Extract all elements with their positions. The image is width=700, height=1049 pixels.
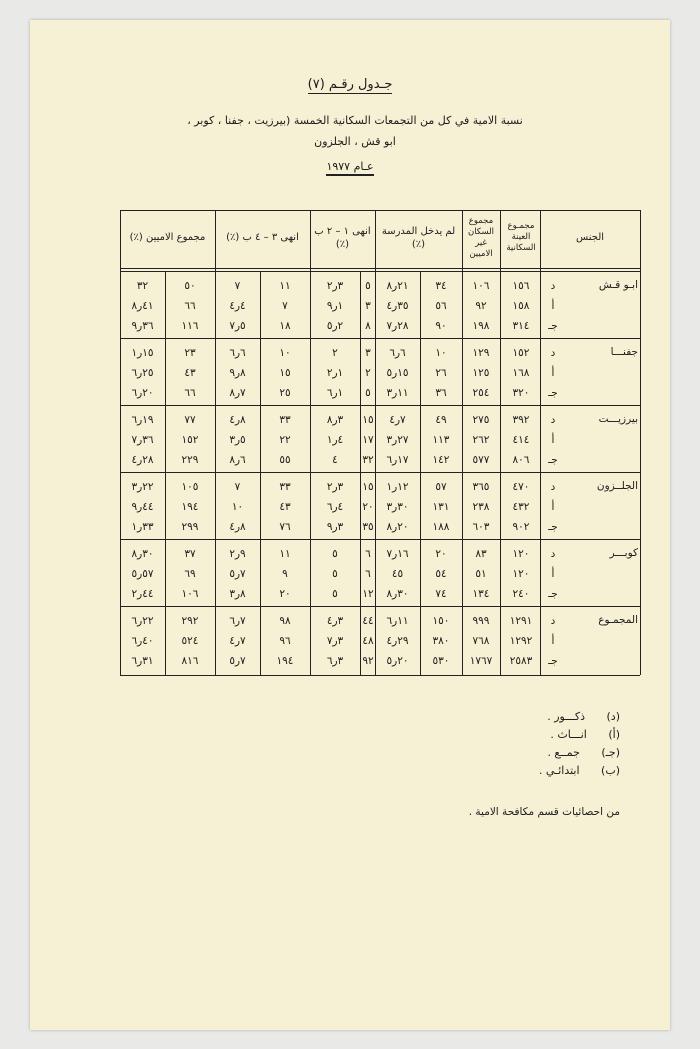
table-cell: ١٢٠ [512,568,530,580]
table-cell: ٧ [234,481,241,493]
table-cell: ١٣١ [432,501,450,513]
table-cell: ١٤٢ [432,454,450,466]
table-cell: ٩٢ [362,655,374,667]
legend-key: (أ) [608,728,620,741]
table-cell: ٢٢ر٣ [131,481,154,493]
table-cell: ٢٦ [435,367,447,379]
sex-code: د [550,347,556,359]
table-cell: ٢٠ [279,588,291,600]
sex-code: د [550,548,556,560]
table-cell: ٢٥ر٦ [131,367,154,379]
table-cell: ٤٣٢ [512,501,530,513]
table-cell: ٣٦ر٧ [131,434,154,446]
table-cell: ١ر٩ [326,300,344,312]
table-cell: ٨ر٩ [229,367,246,379]
table-cell: ١٢٩ [472,347,490,359]
table-cell: ٢٣٨ [472,501,490,513]
table-column-rule [360,271,361,675]
header-grades-1-2: انهى ١ – ٢ ب (٪) [314,225,371,250]
table-cell: ٣٦ر٩ [131,320,154,332]
table-cell: ٢٨ر٧ [386,320,409,332]
table-cell: ٣١ر٦ [131,655,154,667]
sex-code: أ [551,501,555,513]
table-cell: ٨١٦ [181,655,199,667]
table-cell: ١٧٦٧ [469,655,493,667]
table-cell: ٩٩٩ [472,615,490,627]
table-cell: ٥ [332,568,338,580]
table-cell: ٣٢ [362,454,374,466]
table-cell: ٢٨ر٤ [131,454,154,466]
table-column-rule [420,271,421,675]
sex-code: أ [551,300,555,312]
legend-text: انـــاث . [550,728,591,741]
table-cell: ٣ر٤ [326,615,344,627]
table-cell: ٣٠ر٨ [131,548,154,560]
table-cell: ٢٤٠ [512,588,530,600]
table-cell: ١٥٦ [512,280,530,292]
table-cell: ٦٠٣ [472,521,490,533]
sex-code: جـ [548,320,558,332]
sex-code: جـ [548,521,558,533]
table-cell: ٨ [365,320,371,332]
table-cell: ١٢٩٢ [509,635,533,647]
table-cell: ٢١ر٨ [386,280,409,292]
literacy-table [120,210,640,675]
table-cell: ٣٩٢ [512,414,530,426]
table-cell: ٤٩ [435,414,447,426]
header-grades-3-4: انهى ٣ – ٤ ب (٪) [226,232,299,243]
table-cell: ١٠ [231,501,244,513]
table-cell: ٥٤ [435,568,447,580]
table-rule [120,268,640,269]
sex-code: د [550,481,556,493]
table-cell: ٢٥ [279,387,291,399]
table-cell: ٥٢٤ [181,635,199,647]
table-cell: ٧٤ [435,588,447,600]
table-cell: ٥ [365,280,371,292]
table-cell: ٢٧٥ [472,414,490,426]
table-cell: ٩٨ [279,615,291,627]
table-cell: ١٠٦ [472,280,490,292]
table-cell: ٤٣ [279,501,291,513]
legend-text: جمــع . [547,746,584,759]
table-cell: ٤ر٦ [326,501,344,513]
table-cell: ١٥٢ [181,434,199,446]
table-cell: ٧ر٥ [229,655,246,667]
sex-code: د [550,615,556,627]
table-cell: ٨ر٣ [229,588,246,600]
table-cell: ٣ر٧ [326,635,344,647]
table-cell: ٤١ر٨ [131,300,154,312]
region-label: بيرزيـــت [598,413,638,425]
table-cell: ٥ [332,588,338,600]
table-cell: ٨ر٤ [229,414,246,426]
table-cell: ٣٦٥ [472,481,490,493]
sex-code: أ [551,635,555,647]
legend-item [480,726,620,744]
table-cell: ٣٢٠ [512,387,530,399]
table-cell: ٣٥ر٤ [386,300,409,312]
table-cell: ٢٣ [184,347,196,359]
table-cell: ٢٠ر٨ [386,521,409,533]
table-cell: ٧ر٦ [229,615,246,627]
table-cell: ٥٧ [435,481,447,493]
table-cell: ٦ر٨ [229,454,246,466]
table-cell: ٧ [234,280,241,292]
table-cell: ١٥ [279,367,291,379]
table-cell: ٢٢ر٦ [131,615,154,627]
table-cell: ١٥ر١ [131,347,154,359]
table-cell: ١٢٠ [512,548,530,560]
table-cell: ٥٣٠ [432,655,450,667]
table-cell: ٤٠ر٦ [131,635,154,647]
legend-key: (جـ) [601,746,620,759]
legend-item [480,708,620,726]
table-cell: ٥ [332,548,338,560]
table-cell: ١٩ر٦ [131,414,154,426]
table-cell: ١٥٠ [432,615,450,627]
table-column-rule [640,210,641,675]
table-cell: ٩٠٢ [512,521,530,533]
table-cell: ٥٧ر٥ [131,568,154,580]
sex-code: د [550,280,556,292]
region-label: ابـو قـش [598,279,638,291]
sex-code: د [550,414,556,426]
table-cell: ١٢٩١ [509,615,533,627]
table-cell: ٣ر٦ [326,655,344,667]
table-cell: ١٥٨ [512,300,530,312]
table-cell: ٤١٤ [512,434,530,446]
table-rule [120,271,640,272]
table-title: جـدول رقـم (٧) [307,77,393,92]
table-cell: ٦ر٦ [389,347,406,359]
table-cell: ٢٠ [362,501,374,513]
table-cell: ٥ [365,387,371,399]
table-cell: ٣ر٩ [326,521,344,533]
table-cell: ٢ر٥ [326,320,344,332]
table-cell: ٤٤ [362,615,374,627]
legend-text: ذكـــور . [547,710,589,723]
table-cell: ١٣٤ [472,588,490,600]
table-cell: ٥١ [475,568,487,580]
table-cell: ٤ [332,454,338,466]
table-cell: ٢٠ر٦ [131,387,154,399]
table-year: عـام ١٩٧٧ [30,160,670,173]
table-cell: ١١٣ [432,434,450,446]
table-cell: ١٧ر٦ [386,454,409,466]
table-cell: ٤ر١ [326,434,344,446]
table-cell: ٨٣ [475,548,487,560]
table-cell: ١٢٥ [472,367,490,379]
legend-item [480,762,620,780]
header-no-school: لم يدخل المدرسة (٪) [381,225,456,250]
table-cell: ٣٣ [279,414,291,426]
table-cell: ٥ر٣ [229,434,246,446]
table-cell: ٨ر٤ [229,521,246,533]
table-column-rule [165,271,166,675]
header-total-illiterate: مجموع الاميين (٪) [129,232,206,243]
table-cell: ٦٦ [184,300,196,312]
table-rule [120,405,640,406]
table-cell: ١ر٢ [326,367,344,379]
table-cell: ١٢ [362,588,374,600]
table-cell: ١٠٥ [181,481,199,493]
table-cell: ٧ [282,300,288,312]
table-cell: ٧ر٨ [229,387,246,399]
region-label: كوبـــر [609,547,638,559]
table-cell: ١ر٦ [326,387,344,399]
legend-key: (ب) [601,764,620,777]
table-cell: ٧ر٤ [229,635,246,647]
table-cell: ٣ر٨ [326,414,344,426]
sex-code: جـ [548,655,558,667]
table-cell: ٤٨ [362,635,374,647]
table-cell: ٢٢ [279,434,291,446]
table-cell: ٧٦ [279,521,291,533]
table-cell: ٢٧ر٣ [386,434,409,446]
sex-code: جـ [548,387,558,399]
table-cell: ١٥ [362,481,374,493]
table-cell: ١١٦ [181,320,199,332]
legend-key: (د) [606,710,620,723]
table-cell: ٢٢٩ [181,454,199,466]
table-cell: ١٠ [435,347,447,359]
table-rule [120,338,640,339]
table-cell: ٤٥ [391,568,404,580]
table-cell: ٢٥٨٣ [509,655,533,667]
table-cell: ٥٠ [184,280,196,292]
table-cell: ٩ر٢ [229,548,246,560]
sex-code: جـ [548,454,558,466]
table-cell: ٧٧ [184,414,196,426]
header-sample: مجمـوع العينة السكانية [506,221,536,253]
table-cell: ٣٧ [184,548,196,560]
table-cell: ١١ر٦ [386,615,409,627]
document-sheet [30,20,670,1030]
table-cell: ٣٥ [362,521,374,533]
table-cell: ١١ر٣ [386,387,409,399]
table-cell: ٧ر٤ [389,414,406,426]
table-cell: ٧٦٨ [472,635,490,647]
table-cell: ٥٥ [279,454,291,466]
table-cell: ١٨ [279,320,291,332]
table-cell: ١٥ [362,414,374,426]
table-cell: ٣٣ر١ [131,521,154,533]
header-population: مجموع السكان غير الاميين [467,215,495,259]
table-cell: ٦ [365,548,371,560]
table-cell: ٣٨٠ [432,635,450,647]
table-cell: ٢ [332,347,338,359]
table-cell: ٣٠ر٨ [386,588,409,600]
table-cell: ٦٩ [184,568,196,580]
table-cell: ٨٠٦ [512,454,530,466]
table-cell: ١١ [279,548,291,560]
header-sex: الجنس [575,232,605,243]
table-cell: ١٠٦ [181,588,199,600]
table-cell: ١٩٤ [181,501,199,513]
table-cell: ٤٧٠ [512,481,530,493]
table-cell: ٢ [365,367,371,379]
table-cell: ٥٦ [435,300,447,312]
table-cell: ٤٤ر٢ [131,588,154,600]
legend [480,708,620,780]
sex-code: أ [551,568,555,580]
table-cell: ٥ر٧ [229,320,246,332]
table-cell: ٣ر٢ [326,481,344,493]
table-cell: ١١ [279,280,291,292]
region-label: جفنـــا [610,346,638,358]
table-cell: ٦٦ [184,387,196,399]
table-cell: ٢٩٩ [181,521,199,533]
sex-code: أ [551,434,555,446]
table-cell: ٢٠ر٥ [386,655,409,667]
table-cell: ٣٠ر٣ [386,501,409,513]
table-cell: ١٩٨ [472,320,490,332]
table-cell: ١٥٢ [512,347,530,359]
table-cell: ٤٣ [184,367,196,379]
table-rule [120,539,640,540]
table-rule [120,606,640,607]
table-subtitle: نسبة الامية في كل من التجمعات السكانية الخمسة (بيرزيت ، جفنا ، كوبر ، ابو قش ، الجلزون [187,114,523,148]
table-cell: ٣٦ [435,387,447,399]
table-cell: ٣٣ [279,481,291,493]
table-cell: ١٦ر٧ [386,548,409,560]
table-cell: ١٠ [279,347,291,359]
table-cell: ٢٩ر٤ [386,635,409,647]
legend-text: ابتدائـي . [538,764,584,777]
table-cell: ٩ [282,568,288,580]
table-cell: ٩٠ [435,320,447,332]
table-cell: ٤٤ر٩ [131,501,154,513]
table-cell: ١٧ [362,434,374,446]
table-cell: ٣٤ [435,280,447,292]
table-cell: ٦ [365,568,371,580]
table-cell: ٣ [365,300,371,312]
table-cell: ٩٢ [475,300,487,312]
table-column-rule [260,271,261,675]
table-cell: ٩٦ [279,635,291,647]
table-cell: ١٦٨ [512,367,530,379]
table-cell: ٢٦٢ [472,434,490,446]
table-cell: ٢٩٢ [181,615,199,627]
sex-code: جـ [548,588,558,600]
source-note: من احصائيات قسم مكافحة الامية . [468,806,620,818]
table-rule [120,472,640,473]
legend-item [480,744,620,762]
table-cell: ٣٢ [136,280,149,292]
region-label: الجلــزون [596,480,638,492]
table-cell: ٢٠ [435,548,447,560]
table-cell: ٦ر٦ [229,347,246,359]
region-label: المجمـوع [598,614,638,626]
table-cell: ٣ [365,347,371,359]
table-cell: ١٨٨ [432,521,450,533]
sex-code: أ [551,367,555,379]
table-rule [120,675,640,676]
table-cell: ٤ر٤ [229,300,246,312]
table-cell: ٣١٤ [512,320,530,332]
table-cell: ١٢ر١ [386,481,409,493]
table-cell: ٧ر٥ [229,568,246,580]
table-cell: ٢٥٤ [472,387,490,399]
table-cell: ١٥ر٥ [386,367,409,379]
table-cell: ٣ر٢ [326,280,344,292]
table-cell: ٥٧٧ [472,454,490,466]
table-cell: ١٩٤ [276,655,294,667]
